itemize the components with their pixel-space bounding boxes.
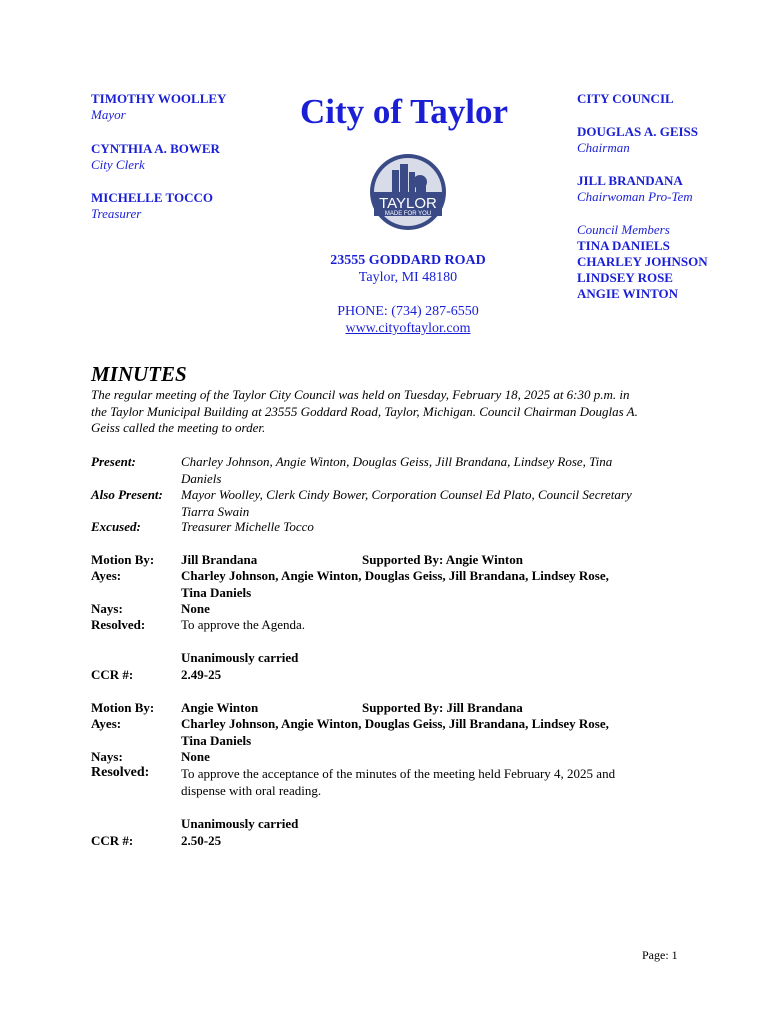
present-line: Daniels — [181, 470, 222, 486]
mayor-name: TIMOTHY WOOLLEY — [91, 91, 227, 106]
nays-label: Nays: — [91, 749, 123, 764]
also-present-line: Mayor Woolley, Clerk Cindy Bower, Corporation Counsel Ed Plato, Council Secretary — [181, 487, 632, 502]
council-members-label: Council Members — [577, 222, 670, 237]
ayes-line: Charley Johnson, Angie Winton, Douglas Geiss, Jill Brandana, Lindsey Rose, — [181, 568, 609, 583]
nays-label: Nays: — [91, 601, 123, 616]
website-link[interactable]: www.cityoftaylor.com — [345, 321, 471, 336]
also-present-label: Also Present: — [91, 487, 163, 502]
ccr-label: CCR #: — [91, 833, 134, 848]
supported-by: Supported By: Angie Winton — [362, 552, 523, 567]
minutes-heading: MINUTES — [91, 362, 187, 386]
also-present-line: Tiarra Swain — [181, 503, 250, 519]
chairman-title: Chairman — [577, 140, 630, 155]
motion-by-value: Jill Brandana — [181, 552, 258, 567]
ayes-label: Ayes: — [91, 568, 122, 583]
present-list — [181, 454, 681, 487]
ayes-line: Charley Johnson, Angie Winton, Douglas Geiss, Jill Brandana, Lindsey Rose, — [181, 716, 609, 731]
council-heading: CITY COUNCIL — [577, 91, 674, 106]
council-member: CHARLEY JOHNSON — [577, 254, 708, 269]
ayes-line: Tina Daniels — [181, 732, 252, 748]
city-title: City of Taylor — [300, 92, 509, 131]
ayes-line: Tina Daniels — [181, 584, 252, 600]
treasurer-block — [91, 190, 213, 222]
treasurer-title: Treasurer — [91, 206, 142, 221]
intro-line: the Taylor Municipal Building at 23555 Goddard Road, Taylor, Michigan. Council Chairman Douglas A. — [91, 403, 638, 419]
left-officials — [91, 91, 226, 123]
ayes-label: Ayes: — [91, 716, 122, 731]
logo-tagline: MADE FOR YOU — [384, 211, 432, 217]
council-member: LINDSEY ROSE — [577, 270, 673, 285]
council-member: ANGIE WINTON — [577, 286, 679, 301]
page-number: Page: 1 — [642, 948, 678, 962]
present-label: Present: — [91, 454, 136, 469]
treasurer-name: MICHELLE TOCCO — [91, 190, 213, 205]
resolved-value — [181, 766, 681, 799]
vote-result: Unanimously carried — [181, 816, 299, 831]
nays-value: None — [181, 749, 210, 764]
taylor-logo — [368, 152, 448, 232]
present-line: Charley Johnson, Angie Winton, Douglas Geiss, Jill Brandana, Lindsey Rose, Tina — [181, 454, 613, 469]
minutes-intro — [91, 387, 691, 437]
address-street: 23555 GODDARD ROAD — [330, 253, 486, 268]
clerk-name: CYNTHIA A. BOWER — [91, 141, 220, 156]
council-member: TINA DANIELS — [577, 238, 670, 253]
ayes-list — [181, 568, 681, 601]
supported-by: Supported By: Jill Brandana — [362, 700, 523, 715]
clerk-title: City Clerk — [91, 157, 145, 172]
resolved-label: Resolved: — [91, 617, 146, 632]
resolved-line: dispense with oral reading. — [181, 782, 322, 798]
chairman-name: DOUGLAS A. GEISS — [577, 124, 699, 139]
logo-main-text: TAYLOR — [379, 195, 437, 212]
phone: PHONE: (734) 287-6550 — [337, 304, 479, 319]
ccr-label: CCR #: — [91, 667, 134, 682]
motion-by-value: Angie Winton — [181, 700, 259, 715]
nays-value: None — [181, 601, 210, 616]
vote-result: Unanimously carried — [181, 650, 299, 665]
ccr-value: 2.50-25 — [181, 833, 222, 848]
excused-value: Treasurer Michelle Tocco — [181, 519, 314, 534]
address-block — [300, 252, 516, 337]
pro-tem-name: JILL BRANDANA — [577, 173, 683, 188]
intro-line: The regular meeting of the Taylor City Council was held on Tuesday, February 18, 2025 at 6:30 p.m. in — [91, 387, 630, 402]
resolved-label: Resolved: — [91, 765, 150, 780]
resolved-value: To approve the Agenda. — [181, 617, 305, 632]
resolved-line: To approve the acceptance of the minutes of the meeting held February 4, 2025 and — [181, 766, 616, 781]
intro-line: Geiss called the meeting to order. — [91, 420, 266, 435]
ayes-list — [181, 716, 681, 749]
address-city: Taylor, MI 48180 — [358, 270, 458, 285]
clerk-block — [91, 141, 220, 173]
ccr-value: 2.49-25 — [181, 667, 222, 682]
motion-by-label: Motion By: — [91, 700, 155, 715]
excused-label: Excused: — [91, 519, 141, 534]
city-council-block — [577, 91, 708, 302]
pro-tem-title: Chairwoman Pro-Tem — [577, 189, 693, 204]
also-present-list — [181, 487, 681, 520]
motion-by-label: Motion By: — [91, 552, 155, 567]
mayor-title: Mayor — [91, 107, 126, 122]
